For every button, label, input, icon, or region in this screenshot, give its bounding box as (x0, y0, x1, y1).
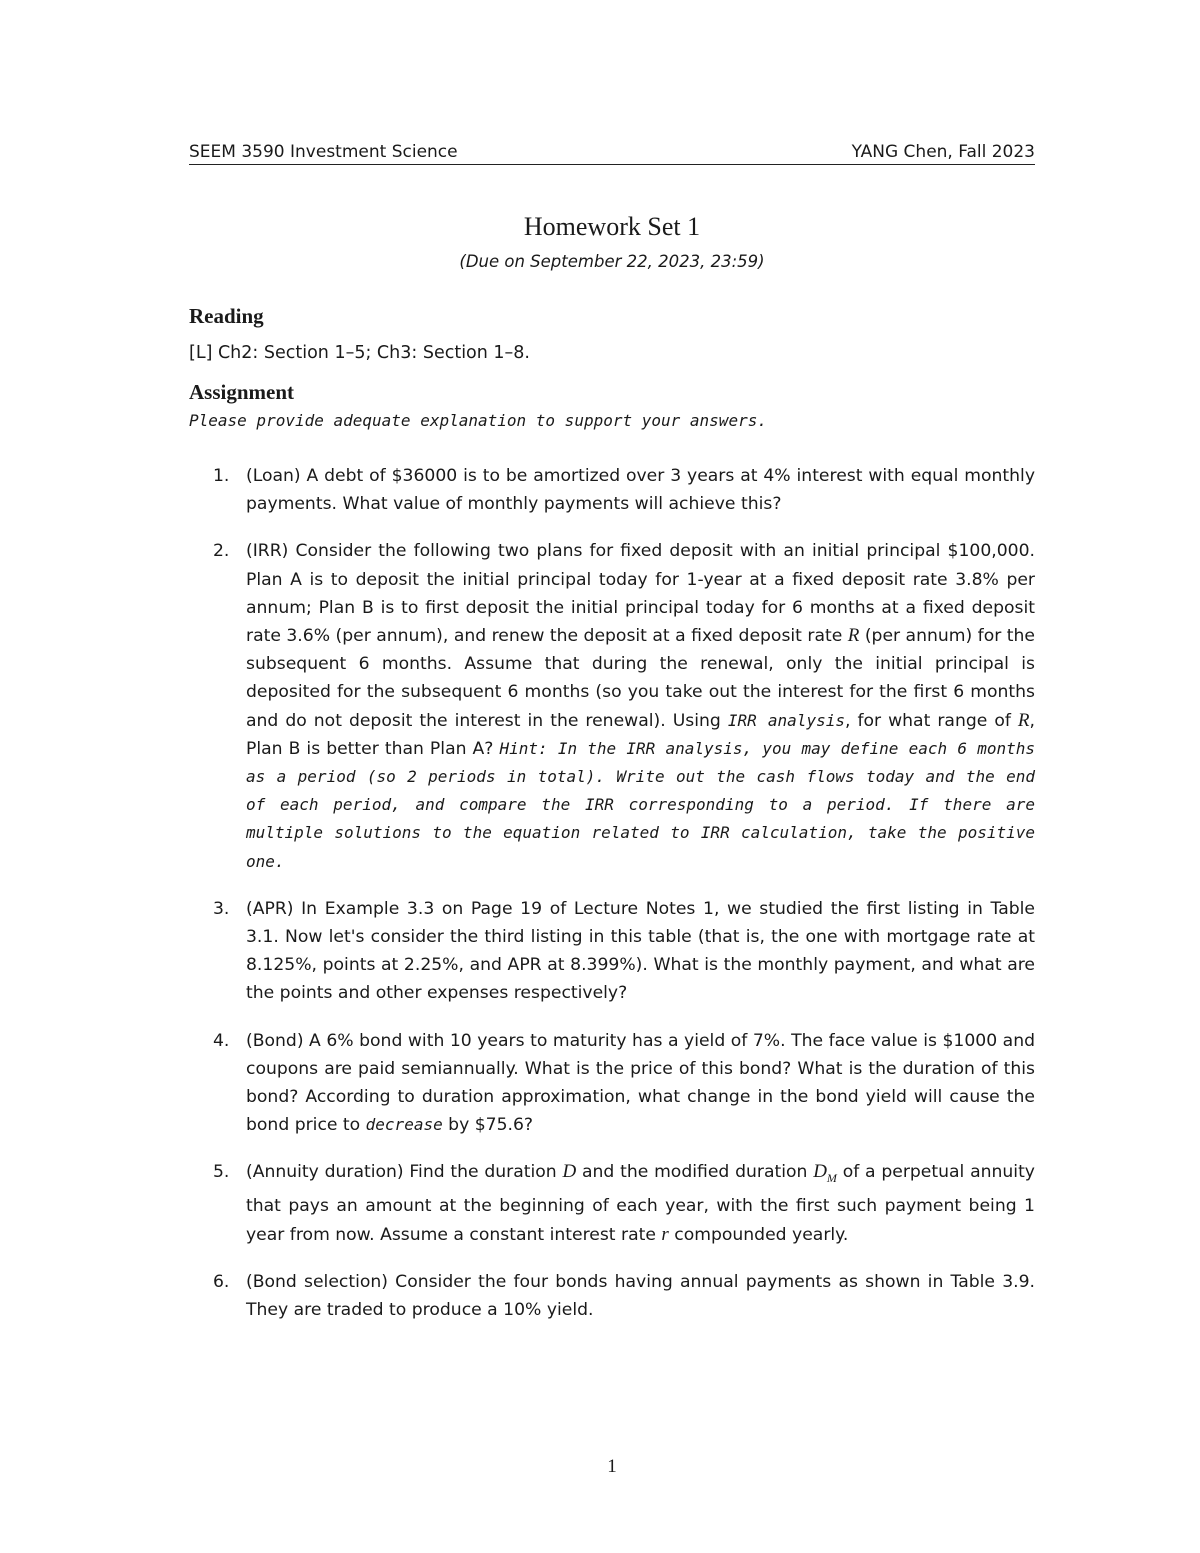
document-title: Homework Set 1 (523, 212, 701, 241)
problem-6 (189, 1268, 1035, 1324)
problem-text (246, 1027, 1035, 1140)
problem-list (189, 462, 1035, 1343)
text-segment: by $75.6? (442, 1115, 534, 1136)
problem-text (246, 1158, 1035, 1248)
running-header (189, 140, 1035, 165)
page-number: 1 (607, 1456, 617, 1477)
text-segment: and the modified duration (576, 1162, 814, 1183)
variable-dm-subscript: M (826, 1171, 837, 1186)
variable-r: R (847, 625, 860, 647)
problem-number: 6. (213, 1271, 230, 1292)
problem-number: 5. (213, 1162, 230, 1183)
text-segment: (Annuity duration) Find the duration (246, 1162, 563, 1183)
text-segment: (IRR) Consider the following two plans for fixed deposit with an initial principal $100,000. Plan A is to deposit the initial principal today for 1-year at a fixed deposit rate 3.8% per annum; Plan B is to first deposit the initial principal today for 6 months at a fixed deposit rate 3.6% (per annum), and renew the deposit at a fixed deposit rate (246, 541, 1035, 647)
text-segment: , Plan B is better than Plan A? (246, 710, 1035, 759)
problem-text (246, 537, 1035, 875)
problem-text: (APR) In Example 3.3 on Page 19 of Lecture Notes 1, we studied the first listing in Table 3.1. Now let's consider the third listing in this table (that is, the one with mortgage rate at 8.125%, points at 2.25%, and APR at 8.399%). What is the monthly payment, and what are the points and other expenses respectively? (246, 898, 1035, 1004)
problem-number: 3. (213, 898, 230, 919)
reading-heading: Reading (189, 304, 264, 328)
problem-3 (189, 895, 1035, 1008)
due-date: (Due on September 22, 2023, 23:59) (459, 252, 765, 271)
problem-2 (189, 537, 1035, 875)
problem-number: 2. (213, 541, 230, 562)
variable-r: r (661, 1223, 669, 1245)
variable-dm (813, 1161, 837, 1186)
variable-dm-base: D (813, 1161, 827, 1183)
problem-4 (189, 1027, 1035, 1140)
problem-text: (Loan) A debt of $36000 is to be amortized over 3 years at 4% interest with equal monthly payments. What value of monthly payments will achieve this? (246, 466, 1035, 515)
text-segment: (per annum) for the subsequent 6 months. Assume that during the renewal, only the initial principal is deposited for the subsequent 6 months (so you take out the interest for the first 6 months and do not deposit the interest in the renewal). Using (246, 626, 1035, 731)
variable-r: R (1017, 709, 1030, 731)
problem-text: (Bond selection) Consider the four bonds having annual payments as shown in Table 3.9. They are traded to produce a 10% yield. (246, 1271, 1035, 1321)
assignment-heading: Assignment (189, 380, 295, 404)
text-segment: of a perpetual annuity that pays an amount at the beginning of each year, with the first such payment being 1 year from now. Assume a constant interest rate (246, 1162, 1035, 1245)
emphasis-decrease: decrease (365, 1115, 443, 1135)
problem-number: 4. (213, 1030, 230, 1051)
course-name: SEEM 3590 Investment Science (189, 142, 458, 162)
problem-5 (189, 1158, 1035, 1248)
text-segment: (Bond) A 6% bond with 10 years to maturity has a yield of 7%. The face value is $1000 and coupons are paid semiannually. What is the price of this bond? What is the duration of this bond? According to duration approximation, what change in the bond yield will cause the bond price to (246, 1030, 1035, 1136)
emphasis-irr-analysis: IRR analysis (727, 710, 845, 730)
hint-text: Hint: In the IRR analysis, you may define each 6 months as a period (so 2 periods in total). Write out the cash flows today and the end of each period, and compare the IRR corresponding to a period. If there are multiple solutions to the equation related to IRR calculation, take the positive one. (246, 738, 1035, 871)
variable-d: D (562, 1161, 577, 1183)
text-segment: compounded yearly. (668, 1224, 849, 1245)
instructor-term: YANG Chen, Fall 2023 (851, 142, 1035, 162)
assignment-note: Please provide adequate explanation to support your answers. (189, 411, 767, 430)
problem-number: 1. (213, 466, 230, 486)
reading-text: [L] Ch2: Section 1–5; Ch3: Section 1–8. (189, 343, 530, 363)
text-segment: , for what range of (844, 710, 1018, 731)
problem-1 (189, 462, 1035, 518)
